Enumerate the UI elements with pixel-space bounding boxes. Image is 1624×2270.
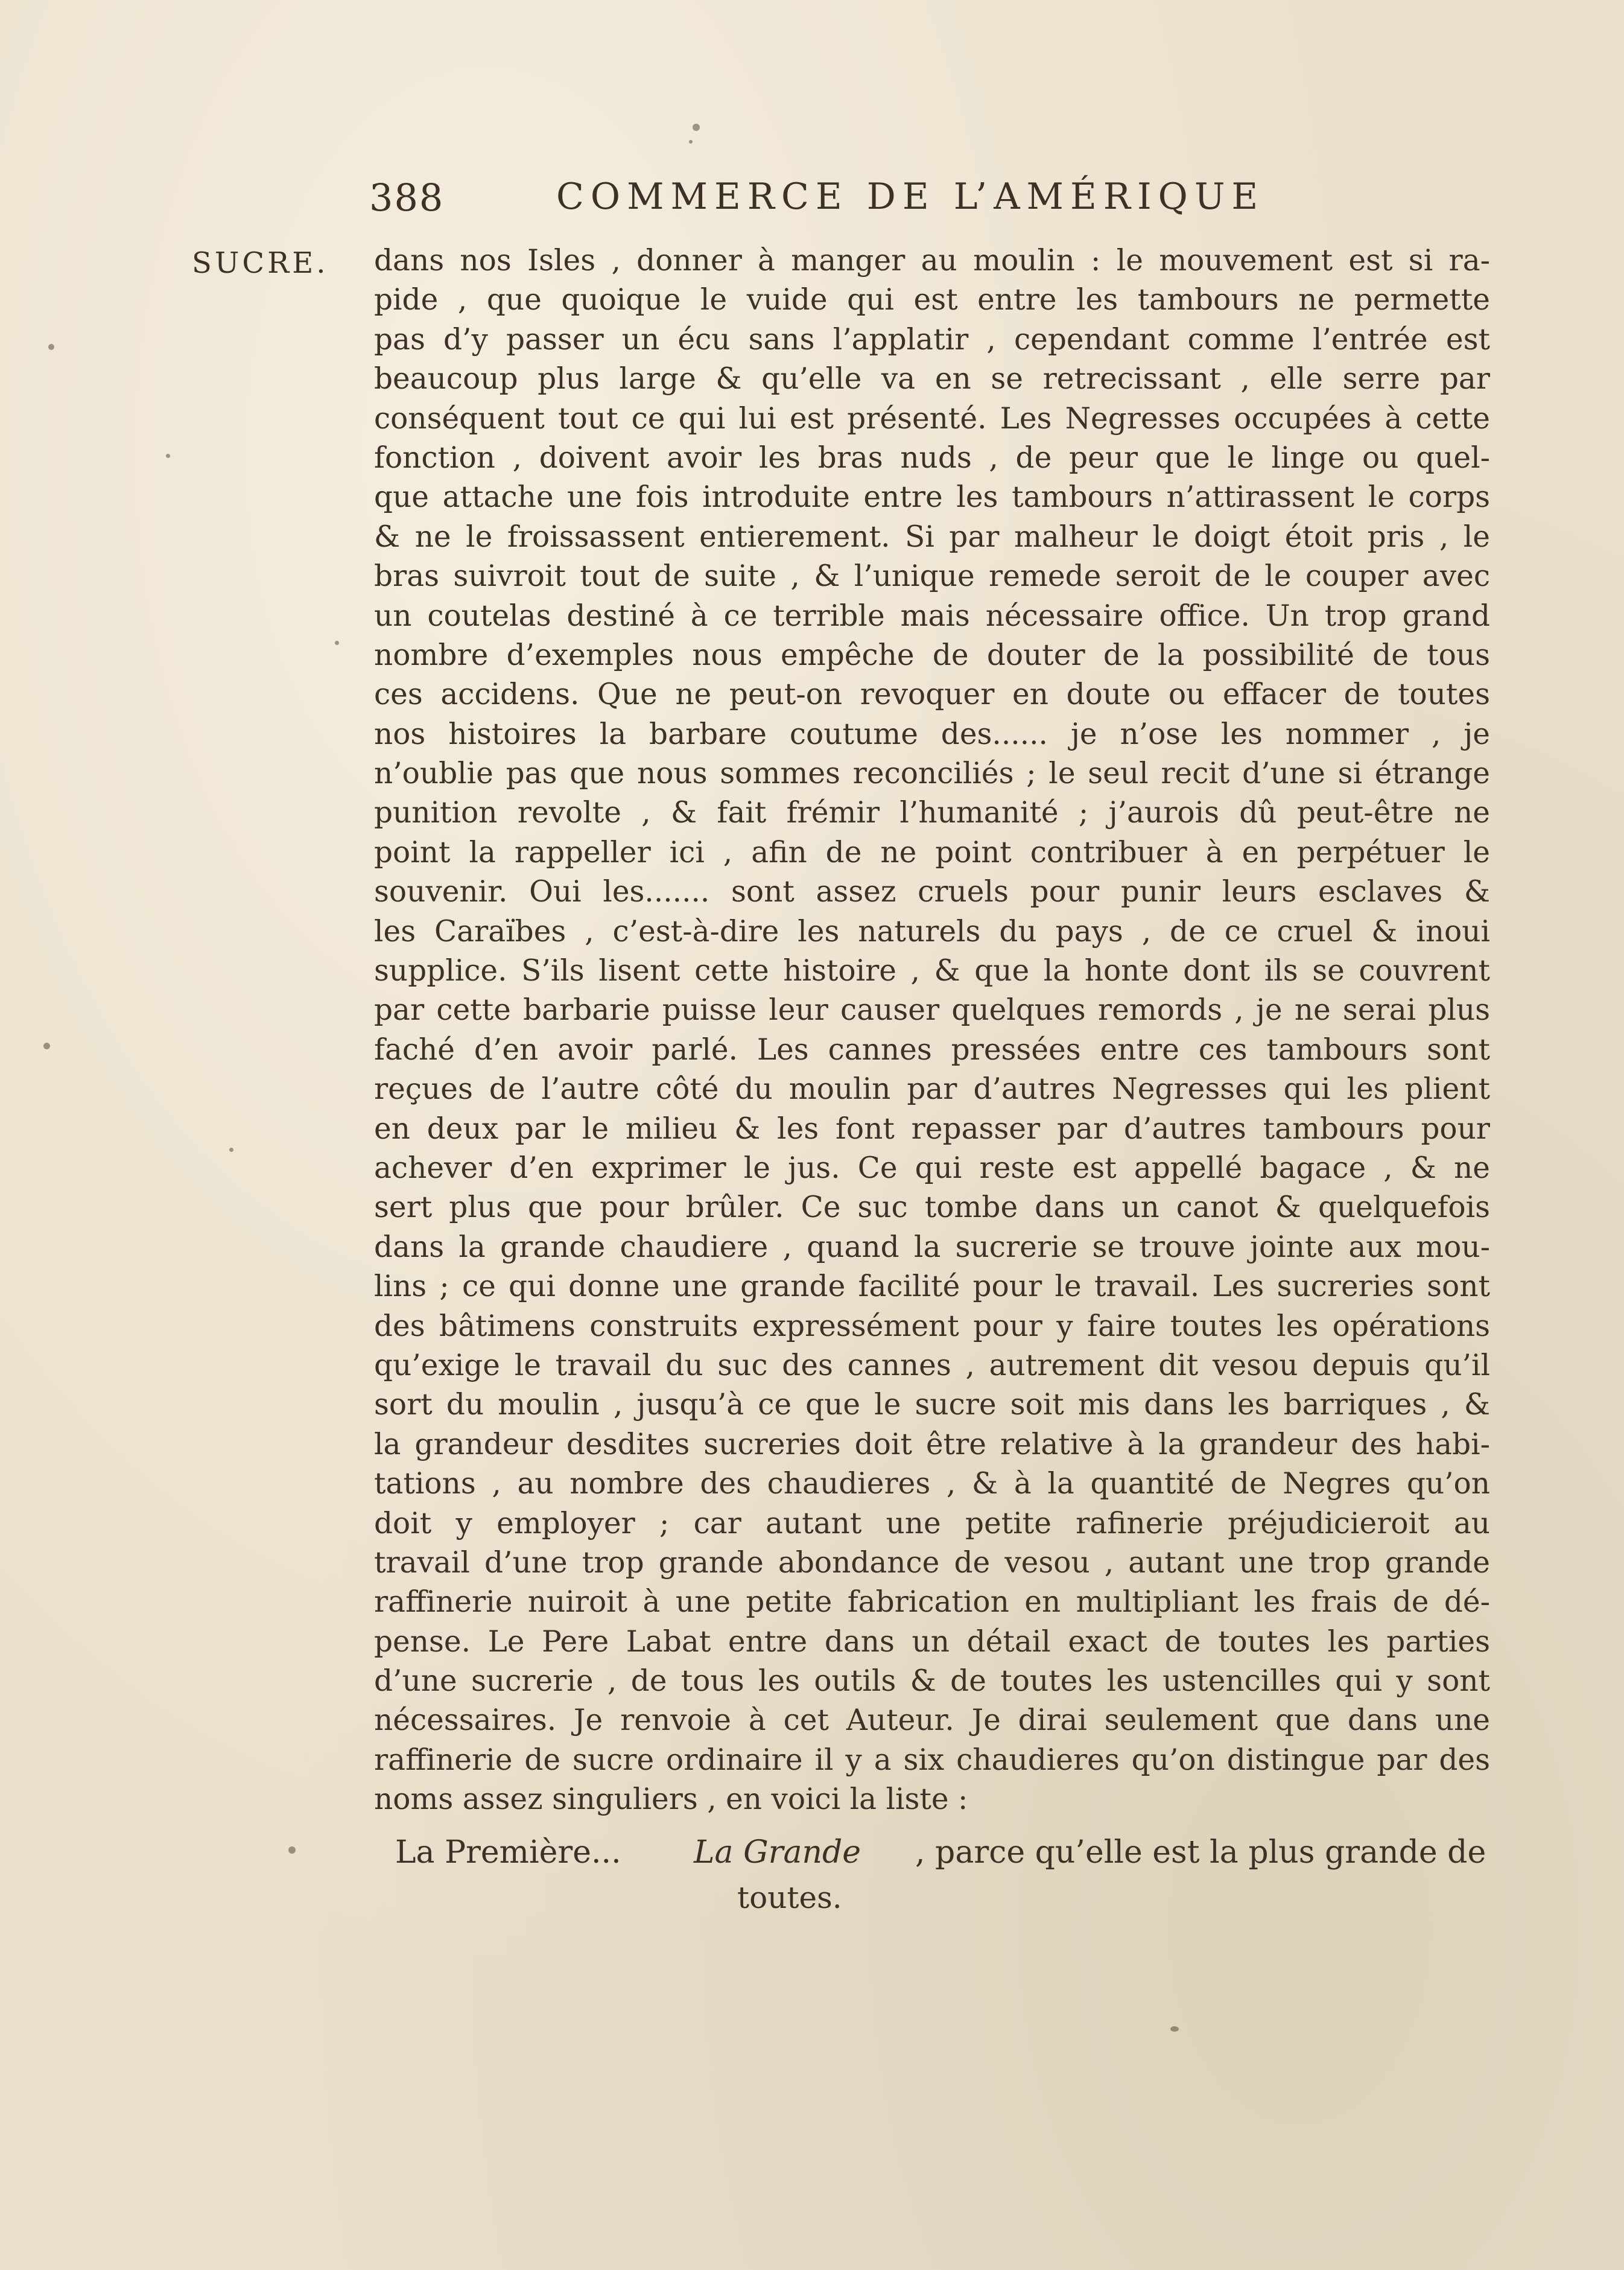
text-line: pense. Le Pere Labat entre dans un détail exact de toutes les parties bbox=[374, 1624, 1490, 1659]
text-line: qu’exige le travail du suc des cannes , autrement dit vesou depuis qu’il bbox=[374, 1348, 1490, 1382]
page-header bbox=[369, 172, 1371, 226]
ink-speck bbox=[229, 1148, 233, 1152]
ink-speck bbox=[48, 344, 54, 350]
text-line: des bâtimens construits expressément pour y faire toutes les opérations bbox=[374, 1309, 1490, 1343]
text-line: en deux par le milieu & les font repasser par d’autres tambours pour bbox=[374, 1111, 1490, 1146]
text-line: conséquent tout ce qui lui est présenté. Les Negresses occupées à cette bbox=[374, 401, 1490, 436]
text-line: la grandeur desdites sucreries doit être relative à la grandeur des habi- bbox=[374, 1427, 1490, 1461]
text-line: punition revolte , & fait frémir l’humanité ; j’aurois dû peut-être ne bbox=[374, 796, 1490, 830]
ink-speck bbox=[166, 454, 170, 458]
text-line: n’oublie pas que nous sommes reconciliés ; le seul recit d’une si étrange bbox=[374, 757, 1490, 791]
text-line: souvenir. Oui les....... sont assez cruels pour punir leurs esclaves & bbox=[374, 875, 1490, 909]
text-line: ces accidens. Que ne peut-on revoquer en doute ou effacer de toutes bbox=[374, 678, 1490, 712]
ink-speck bbox=[335, 641, 339, 645]
text-line: faché d’en avoir parlé. Les cannes pressées entre ces tambours sont bbox=[374, 1032, 1490, 1067]
text-line: & ne le froissassent entierement. Si par malheur le doigt étoit pris , le bbox=[374, 520, 1490, 554]
text-line: fonction , doivent avoir les bras nuds , de peur que le linge ou quel- bbox=[374, 440, 1490, 475]
text-line: achever d’en exprimer le jus. Ce qui reste est appellé bagace , & ne bbox=[374, 1151, 1490, 1185]
text-line: sert plus que pour brûler. Ce suc tombe dans un canot & quelquefois bbox=[374, 1191, 1490, 1225]
text-line: beaucoup plus large & qu’elle va en se retrecissant , elle serre par bbox=[374, 362, 1490, 396]
text-line: point la rappeller ici , afin de ne point contribuer à en perpétuer le bbox=[374, 835, 1490, 870]
list-item-description: , parce qu’elle est la plus grande de bbox=[915, 1834, 1486, 1871]
page-number: 388 bbox=[369, 176, 445, 220]
margin-note: SUCRE. bbox=[192, 246, 329, 280]
list-item-continuation: toutes. bbox=[737, 1880, 842, 1915]
text-line: doit y employer ; car autant une petite rafinerie préjudicieroit au bbox=[374, 1506, 1490, 1540]
text-line: reçues de l’autre côté du moulin par d’autres Negresses qui les plient bbox=[374, 1072, 1490, 1107]
text-line: tations , au nombre des chaudieres , & à la quantité de Negres qu’on bbox=[374, 1467, 1490, 1501]
text-line: sort du moulin , jusqu’à ce que le sucre soit mis dans les barriques , & bbox=[374, 1388, 1490, 1422]
ink-speck bbox=[288, 1846, 296, 1854]
text-line: raffinerie de sucre ordinaire il y a six chaudieres qu’on distingue par des bbox=[374, 1743, 1490, 1777]
text-line: les Caraïbes , c’est-à-dire les naturels du pays , de ce cruel & inoui bbox=[374, 914, 1490, 949]
ink-speck bbox=[1170, 2026, 1179, 2032]
text-line: que attache une fois introduite entre les tambours n’attirassent le corps bbox=[374, 480, 1490, 515]
text-line: lins ; ce qui donne une grande facilité pour le travail. Les sucreries sont bbox=[374, 1270, 1490, 1304]
list-item-name: La Grande bbox=[694, 1834, 861, 1871]
text-line: pide , que quoique le vuide qui est entre les tambours ne permette bbox=[374, 283, 1490, 317]
ink-speck bbox=[43, 1043, 50, 1049]
text-line: par cette barbarie puisse leur causer quelques remords , je ne serai plus bbox=[374, 993, 1490, 1028]
text-line: bras suivroit tout de suite , & l’unique remede seroit de le couper avec bbox=[374, 559, 1490, 594]
text-line: dans la grande chaudiere , quand la sucrerie se trouve jointe aux mou- bbox=[374, 1230, 1490, 1264]
ink-speck bbox=[693, 124, 700, 131]
text-line: raffinerie nuiroit à une petite fabrication en multipliant les frais de dé- bbox=[374, 1585, 1490, 1620]
list-item bbox=[395, 1834, 1499, 1877]
ink-speck bbox=[689, 140, 693, 144]
text-line: nécessaires. Je renvoie à cet Auteur. Je dirai seulement que dans une bbox=[374, 1703, 1490, 1738]
text-line: noms assez singuliers , en voici la liste : bbox=[374, 1782, 968, 1817]
text-line: nombre d’exemples nous empêche de douter de la possibilité de tous bbox=[374, 638, 1490, 672]
text-line: d’une sucrerie , de tous les outils & de toutes les ustencilles qui y sont bbox=[374, 1664, 1490, 1699]
text-line: un coutelas destiné à ce terrible mais nécessaire office. Un trop grand bbox=[374, 599, 1490, 633]
body-paragraph bbox=[374, 241, 1490, 1820]
text-line: nos histoires la barbare coutume des...... je n’ose les nommer , je bbox=[374, 717, 1490, 751]
text-line: travail d’une trop grande abondance de vesou , autant une trop grande bbox=[374, 1545, 1490, 1580]
text-line: supplice. S’ils lisent cette histoire , & que la honte dont ils se couvrent bbox=[374, 954, 1490, 988]
text-line: dans nos Isles , donner à manger au moulin : le mouvement est si ra- bbox=[374, 244, 1490, 278]
list-item-label: La Première... bbox=[395, 1834, 621, 1871]
running-title: COMMERCE DE L’AMÉRIQUE bbox=[556, 176, 1265, 218]
text-line: pas d’y passer un écu sans l’applatir , cependant comme l’entrée est bbox=[374, 322, 1490, 357]
